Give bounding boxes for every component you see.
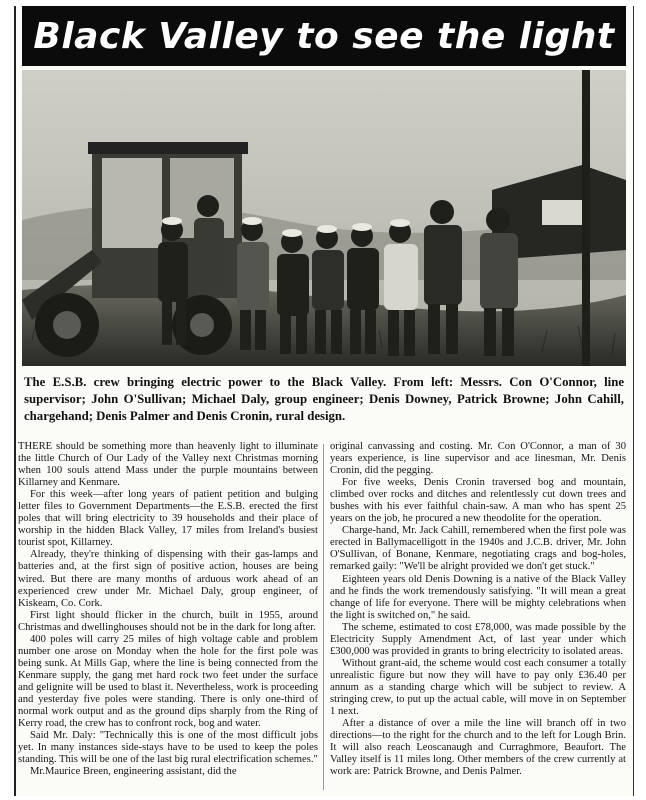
paragraph: For five weeks, Denis Cronin traversed bog and mountain, climbed over rocks and ditches and relentlessly cut down trees and bushes with his ever faithful chain-saw. A man who has spent 25 years on the job, he procured a new theodolite for the operation. <box>330 477 626 525</box>
paragraph: First light should flicker in the church, built in 1955, around Christmas and dwellinghouses should not be in the dark for long after. <box>18 609 318 633</box>
paragraph: For this week—after long years of patient petition and bulging letter files to Government Departments—the E.S.B. erected the first poles that will bring electricity to 39 households and their place of worship in the hidden Black Valley, 17 miles from Ireland's busiest tourist spot, Killarney. <box>18 489 318 549</box>
article-column-left <box>18 441 318 778</box>
paragraph: Charge-hand, Mr. Jack Cahill, remembered when the first pole was erected in Ballymacelligott in the 1940s and J.C.B. driver, Mr. John O'Sullivan, of Bonane, Kenmare, negotiating crags and bog-holes, remarked gaily: "We'll be alright provided we don't get stuck." <box>330 525 626 573</box>
paragraph: THERE should be something more than heavenly light to illuminate the little Church of Our Lady of the Valley next Christmas morning when 100 souls attend Mass under the purple mountains between Killarney and Kenmare. <box>18 441 318 489</box>
paragraph: Mr.Maurice Breen, engineering assistant, did the <box>30 766 237 778</box>
paragraph: After a distance of over a mile the line will branch off in two directions—to the right for the church and to the left for Lough Brin. It will also reach Leoscanaugh and Curraghmore, Beaufort. The Valley itself is 11 miles long. Other members of the crew currently at work are: Patrick Browne, and Denis Palmer. <box>330 718 626 778</box>
headline: Black Valley to see the light <box>33 15 615 57</box>
paragraph: 400 poles will carry 25 miles of high voltage cable and problem number one arose on Monday when the hole for the first pole was being sunk. At Mills Gap, where the line is being connected from the Kenmare supply, the gang met hard rock two feet under the surface and gelignite will be used to blast it. Nevertheless, work is proceeding and yesterday five poles were standing. There is only one-third of normal work output and as the ground dips sharply from the Ring of Kerry road, the crew has to confront rock, bog and water. <box>18 633 318 730</box>
column-divider <box>323 444 324 790</box>
crew-photograph <box>22 70 626 366</box>
paragraph: The scheme, estimated to cost £78,000, was made possible by the Electricity Supply Amendment Act, of last year under which £300,000 was provided in grants to bring electricity to isolated areas. <box>330 621 626 657</box>
article-column-right <box>330 441 626 778</box>
photo-caption: The E.S.B. crew bringing electric power to the Black Valley. From left: Messrs. Con O'Connor, line supervisor; John O'Sullivan; Michael Daly, group engineer; Denis Downey, Patrick Browne; John Cahill, chargehand; Denis Palmer and Denis Cronin, rural design. <box>24 375 624 423</box>
headline-banner <box>22 6 626 66</box>
paragraph: Said Mr. Daly: "Technically this is one of the most difficult jobs yet. In many instances side-stays have to be used to keep the poles standing. This will be one of the last big rural electrification schemes." <box>18 730 318 766</box>
paragraph: Eighteen years old Denis Downing is a native of the Black Valley and he finds the work tremendously satisfying. "It will mean a great change of life for everyone. There will be mighty celebrations when the light is switched on," he said. <box>330 573 626 621</box>
paragraph: Already, they're thinking of dispensing with their gas-lamps and batteries and, at the first sign of positive action, houses are being wired. But there are many months of arduous work ahead of an experienced crew under Mr. Michael Daly, group engineer, of Kiskeam, Co. Cork. <box>18 549 318 609</box>
paragraph: Without grant-aid, the scheme would cost each consumer a totally unrealistic figure but now they will have to pay only £36.40 per annum as a standing charge which will be subject to review. A stringing crew, to put up the actual cable, will move in on September 1 next. <box>330 657 626 718</box>
paragraph: original canvassing and costing. Mr. Con O'Connor, a man of 30 years experience, is line supervisor and ace linesman, Mr. Denis Cronin, did the pegging. <box>330 441 626 477</box>
